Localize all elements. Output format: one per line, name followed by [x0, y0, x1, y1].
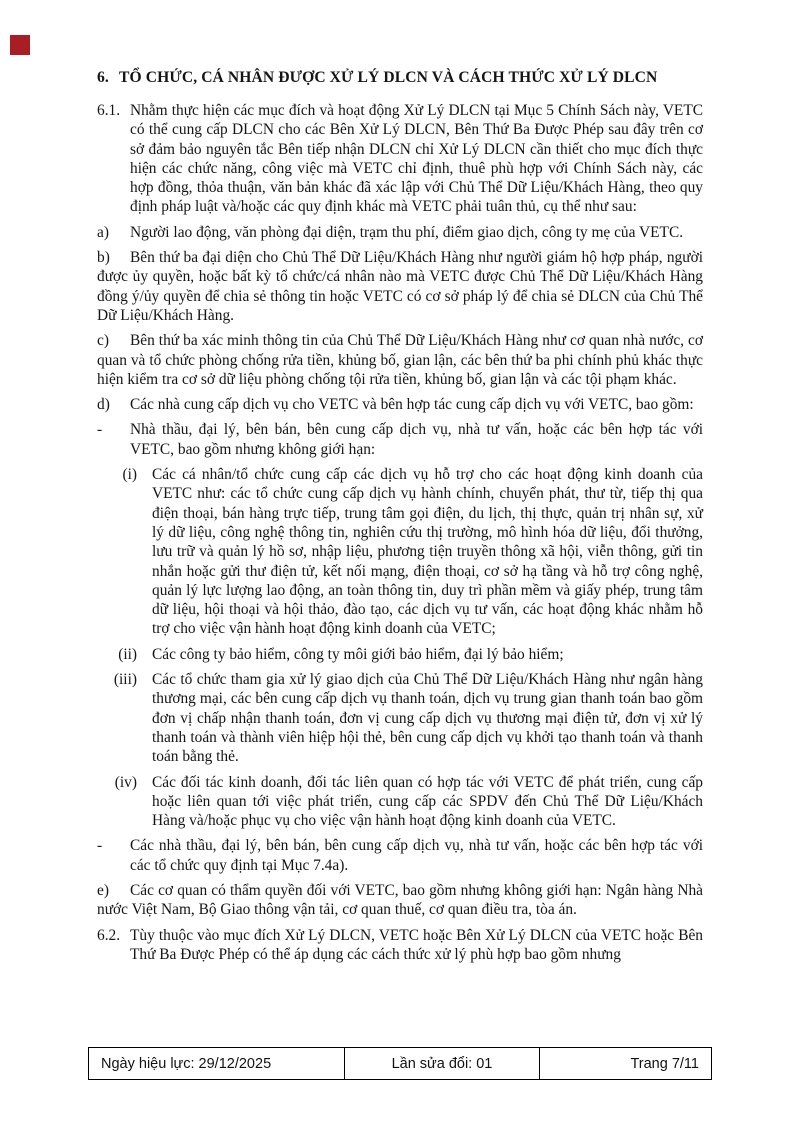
item-label: b): [97, 249, 110, 267]
item-label: (i): [122, 466, 137, 484]
item-label: (iii): [113, 671, 137, 689]
footer-revision: Lần sửa đổi: 01: [344, 1048, 540, 1079]
item-text: Bên thứ ba đại diện cho Chủ Thể Dữ Liệu/Khách Hàng như người giám hộ hợp pháp, người được ủy quyền, hoặc bất kỳ tổ chức/cá nhân nào mà VETC được Chủ Thể Dữ Liệu/Khách Hàng đồng ý/ủy quyền để chia sẻ thông tin hoặc VETC có cơ sở pháp lý để chia sẻ DLCN của Chủ Thể Dữ Liệu/Khách Hàng.: [97, 249, 703, 324]
item-label: 6.1.: [97, 102, 121, 119]
item-text: Các cơ quan có thẩm quyền đối với VETC, bao gồm nhưng không giới hạn: Ngân hàng Nhà nước Việt Nam, Bộ Giao thông vận tải, cơ quan thuế, cơ quan điều tra, tòa án.: [97, 881, 703, 919]
item-label: -: [97, 837, 103, 855]
item-roman-iii: [97, 670, 703, 766]
bullet-dash-2: [97, 836, 703, 875]
item-label: a): [97, 223, 109, 241]
section-heading: [97, 67, 703, 88]
item-text: Bên thứ ba xác minh thông tin của Chủ Thể Dữ Liệu/Khách Hàng như cơ quan nhà nước, cơ quan và tổ chức phòng chống rửa tiền, khủng bố, gian lận, các bên thứ ba phi chính phủ khác thực hiện kiểm tra cơ sở dữ liệu phòng chống tội rửa tiền, khủng bố, gian lận và các tội phạm khác.: [97, 332, 703, 388]
item-roman-iv: [97, 773, 703, 831]
item-roman-ii: [97, 645, 703, 664]
item-label: 6.2.: [97, 926, 121, 944]
item-b: [97, 248, 703, 325]
item-label: (iv): [114, 773, 137, 791]
item-roman-i: [97, 465, 703, 639]
item-a: [97, 223, 703, 242]
item-text: Các tổ chức tham gia xử lý giao dịch của Chủ Thể Dữ Liệu/Khách Hàng như ngân hàng thương mại, các bên cung cấp dịch vụ thanh toán, dịch vụ trung gian thanh toán bao gồm đơn vị chấp nhận thanh toán, đơn vị cung cấp dịch vụ thương mại điện tử, đơn vị xử lý thanh toán và thành viên hiệp hội thẻ, bên cung cấp dịch vụ khởi tạo thanh toán và thanh toán bằng thẻ.: [152, 671, 703, 766]
paragraph-6-2: [97, 926, 703, 965]
item-text: Các công ty bảo hiểm, công ty môi giới bảo hiểm, đại lý bảo hiểm;: [152, 645, 564, 663]
item-label: -: [97, 421, 103, 439]
document-content: [97, 67, 703, 970]
item-label: c): [97, 332, 109, 350]
item-text: Các nhà cung cấp dịch vụ cho VETC và bên hợp tác cung cấp dịch vụ với VETC, bao gồm:: [130, 396, 694, 414]
paragraph-6-1: [97, 101, 703, 217]
item-d: [97, 395, 703, 414]
item-e: [97, 881, 703, 920]
section-title: TỔ CHỨC, CÁ NHÂN ĐƯỢC XỬ LÝ DLCN VÀ CÁCH THỨC XỬ LÝ DLCN: [119, 69, 658, 86]
section-number: 6.: [97, 69, 109, 86]
item-text: Các đối tác kinh doanh, đối tác liên quan có hợp tác với VETC để phát triển, cung cấp hoặc liên quan tới việc phát triển, cung cấp các SPDV đến Chủ Thể Dữ Liệu/Khách Hàng và/hoặc phục vụ cho việc vận hành hoạt động kinh doanh của VETC.: [152, 773, 703, 830]
item-c: [97, 331, 703, 389]
footer-page-number: Trang 7/11: [630, 1055, 699, 1072]
item-text: Tùy thuộc vào mục đích Xử Lý DLCN, VETC hoặc Bên Xử Lý DLCN của VETC hoặc Bên Thứ Ba Được Phép có thể áp dụng các cách thức xử lý phù hợp bao gồm nhưng: [130, 926, 703, 963]
item-label: d): [97, 396, 110, 414]
logo-mark: [10, 35, 30, 55]
footer-effective-date: Ngày hiệu lực: 29/12/2025: [101, 1055, 272, 1072]
bullet-dash-1: [97, 420, 703, 459]
item-text: Nhà thầu, đại lý, bên bán, bên cung cấp dịch vụ, nhà tư vấn, hoặc các bên hợp tác với VETC, bao gồm nhưng không giới hạn:: [130, 421, 703, 458]
item-text: Người lao động, văn phòng đại diện, trạm thu phí, điểm giao dịch, công ty mẹ của VETC.: [130, 223, 684, 241]
item-text: Các cá nhân/tổ chức cung cấp các dịch vụ hỗ trợ cho các hoạt động kinh doanh của VETC như: các tổ chức cung cấp dịch vụ hành chính, chuyển phát, thư từ, tiếp thị qua điện thoại, bán hàng trực tiếp, trung tâm gọi điện, du lịch, thị thực, quản trị nhân sự, xử lý dữ liệu, công nghệ thông tin, nghiên cứu thị trường, mô hình hóa dữ liệu, đổi thưởng, lưu trữ và quản lý hồ sơ, nhập liệu, phương tiện truyền thông xã hội, viễn thông, gửi tin nhắn hoặc gửi thư điện tử, kết nối mạng, điện thoại, cơ sở hạ tầng và hỗ trợ công nghệ, quản lý lực lượng lao động, an toàn thông tin, duy trì phần mềm và giấy phép, trung tâm dữ liệu, hội thoại và hội thảo, đào tạo, các dịch vụ tư vấn, các hoạt động khác nhằm hỗ trợ cho việc vận hành hoạt động kinh doanh của VETC;: [152, 466, 703, 638]
item-label: (ii): [118, 645, 137, 663]
footer-table: [88, 1047, 712, 1080]
item-text: Nhằm thực hiện các mục đích và hoạt động Xử Lý DLCN tại Mục 5 Chính Sách này, VETC có thể cung cấp DLCN cho các Bên Xử Lý DLCN, Bên Thứ Ba Được Phép sau đây trên cơ sở đảm bảo nguyên tắc Bên tiếp nhận DLCN chỉ Xử Lý DLCN cần thiết cho mục đích thực hiện các chức năng, công việc mà VETC chỉ định, thuê phù hợp với Chính Sách này, các hợp đồng, thỏa thuận, văn bản khác đã xác lập với Chủ Thể Dữ Liệu/Khách Hàng, theo quy định pháp luật và/hoặc các quy định khác mà VETC phải tuân thủ, cụ thể như sau:: [130, 102, 703, 216]
item-label: e): [97, 881, 109, 899]
item-text: Các nhà thầu, đại lý, bên bán, bên cung cấp dịch vụ, nhà tư vấn, hoặc các bên hợp tác với các tổ chức quy định tại Mục 7.4a).: [130, 837, 703, 874]
